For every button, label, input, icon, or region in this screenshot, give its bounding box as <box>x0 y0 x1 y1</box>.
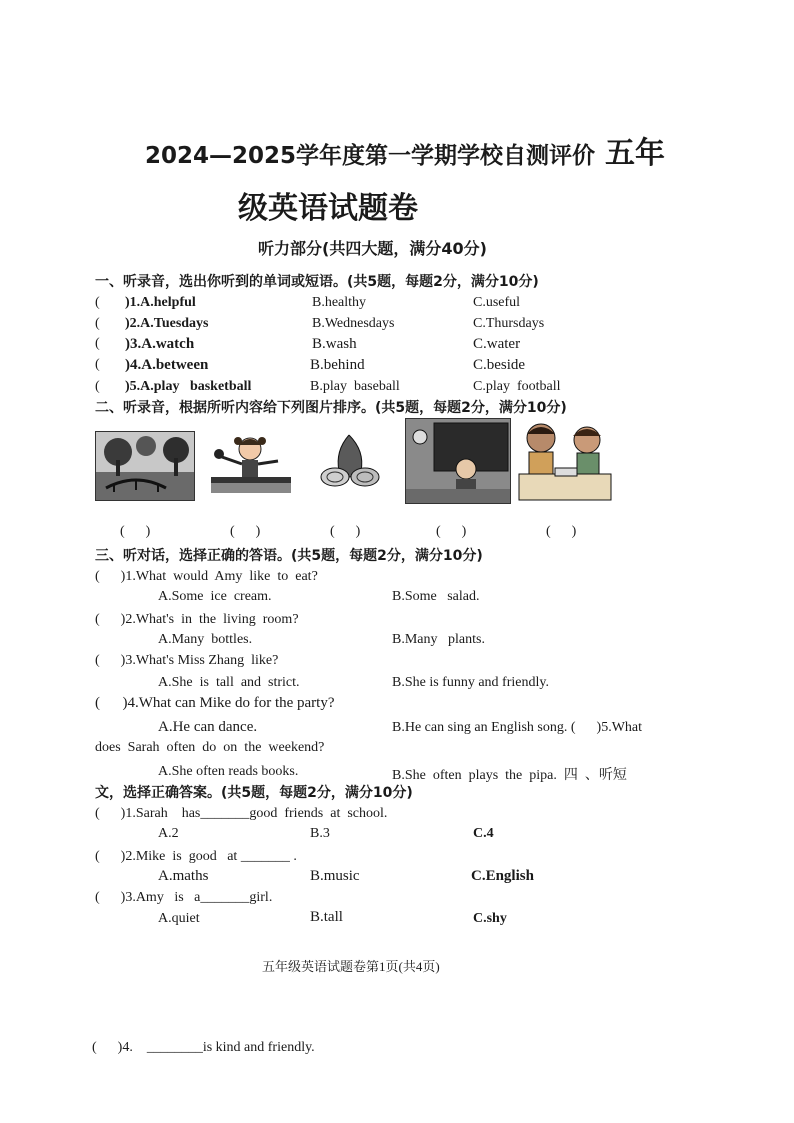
part3-q5-option-a: A.She often reads books. <box>158 764 299 779</box>
part1-q3-b: B.wash <box>312 336 357 352</box>
answer-paren: ( <box>95 295 100 310</box>
part4-q3-option-c: C.shy <box>473 911 507 926</box>
part1-q3-c: C.water <box>473 336 521 352</box>
part1-q2-b: B.Wednesdays <box>312 316 395 331</box>
part3-q3-option-b: B.She is funny and friendly. <box>392 675 549 690</box>
part3-q2-option-a: A.Many bottles. <box>158 632 253 647</box>
part3-q5-option-b: B.She often plays the pipa. 四 、听短 <box>392 768 627 783</box>
part1-q4-a: )4.A.between <box>125 357 209 373</box>
part1-q5-b: B.play baseball <box>310 379 400 394</box>
part4-q3-option-b: B.tall <box>310 909 343 925</box>
part1-q5-a: )5.A.play basketball <box>125 379 252 394</box>
part1-q1-a: )1.A.helpful <box>125 295 196 310</box>
page-footer: 五年级英语试题卷第1页(共4页) <box>262 959 440 974</box>
part3-q3: ( )3.What's Miss Zhang like? <box>95 653 279 668</box>
part4-q3: ( )3.Amy is a_______girl. <box>95 890 273 905</box>
part1-q1-b: B.healthy <box>312 295 367 310</box>
page-title-line2: 级英语试题卷 <box>238 191 418 226</box>
part1-q1-c: C.useful <box>473 295 521 310</box>
part3-q4: ( )4.What can Mike do for the party? <box>95 695 335 711</box>
part3-q1-option-b: B.Some salad. <box>392 589 480 604</box>
part4-q1: ( )1.Sarah has_______good friends at school. <box>95 806 388 821</box>
answer-paren: ( <box>95 379 100 394</box>
part4-q1-option-b: B.3 <box>310 826 330 841</box>
part4-q1-option-c: C.4 <box>473 826 494 841</box>
part1-q4-c: C.beside <box>473 357 526 373</box>
onion-picture <box>315 431 385 491</box>
picture-answer-blank[interactable]: ( ) <box>230 524 261 539</box>
part4-q2-option-b: B.music <box>310 868 360 884</box>
part4-q2: ( )2.Mike is good at _______ . <box>95 849 297 864</box>
part3-q1: ( )1.What would Amy like to eat? <box>95 569 318 584</box>
part3-q4-option-b: B.He can sing an English song. ( )5.What <box>392 720 643 735</box>
part4-q3-option-a: A.quiet <box>158 911 200 926</box>
title-line1: 2024—2025学年度第一学期学校自测评价 <box>145 143 596 169</box>
part1-q2-a: )2.A.Tuesdays <box>125 316 209 331</box>
picture-answer-blank[interactable]: ( ) <box>120 524 151 539</box>
girl-ping-pong-picture <box>208 431 293 501</box>
part1-heading: 一、听录音，选出你听到的单词或短语。(共5题，每题2分，满分10分) <box>95 274 539 290</box>
page-title <box>145 128 665 172</box>
answer-paren: ( <box>95 316 100 331</box>
answer-paren: ( <box>95 336 100 351</box>
picture-answer-blank[interactable]: ( ) <box>546 524 577 539</box>
part3-q2: ( )2.What's in the living room? <box>95 612 299 627</box>
picture-answer-blank[interactable]: ( ) <box>330 524 361 539</box>
part3-q4-option-a: A.He can dance. <box>158 719 258 735</box>
part3-q5-continuation: does Sarah often do on the weekend? <box>95 740 325 755</box>
children-cooking-picture <box>515 418 615 506</box>
part2-heading: 二、听录音，根据所听内容给下列图片排序。(共5题，每题2分，满分10分) <box>95 400 567 416</box>
part4-q2-option-a: A.maths <box>158 868 209 884</box>
part1-q5-c: C.play football <box>473 379 561 394</box>
part3-q1-option-a: A.Some ice cream. <box>158 589 272 604</box>
answer-paren: ( <box>95 357 100 372</box>
part4-q2-option-c: C.English <box>471 868 534 884</box>
part3-q3-option-a: A.She is tall and strict. <box>158 675 300 690</box>
title-line1-big: 五年 <box>605 136 666 171</box>
part1-q2-c: C.Thursdays <box>473 316 545 331</box>
teacher-classroom-picture <box>405 418 511 504</box>
part1-q3-a: )3.A.watch <box>125 336 195 352</box>
part4-heading: 文，选择正确答案。(共5题，每题2分，满分10分) <box>95 785 413 801</box>
part3-q2-option-b: B.Many plants. <box>392 632 485 647</box>
part1-q4-b: B.behind <box>310 357 365 373</box>
section-subtitle: 听力部分(共四大题，满分40分) <box>258 239 487 258</box>
picture-answer-blank[interactable]: ( ) <box>436 524 467 539</box>
part4-q1-option-a: A.2 <box>158 826 179 841</box>
park-bridge-picture <box>95 431 195 501</box>
part3-heading: 三、听对话，选择正确的答语。(共5题，每题2分，满分10分) <box>95 548 483 564</box>
part4-q4: ( )4. ________is kind and friendly. <box>92 1040 315 1055</box>
